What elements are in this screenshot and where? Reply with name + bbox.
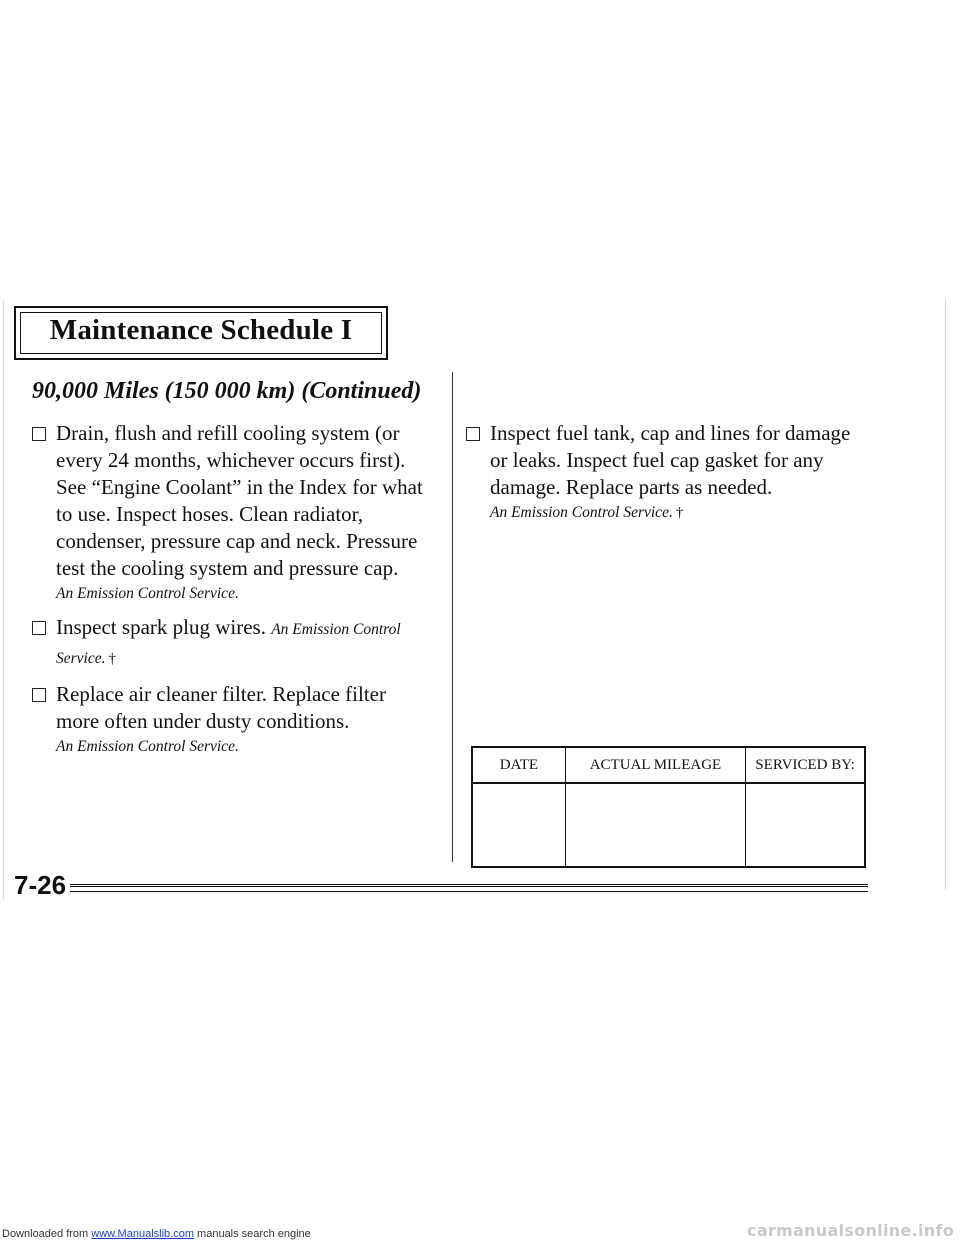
service-record-table (471, 746, 866, 868)
checklist-item-cooling-system (32, 420, 432, 604)
item-text: Replace air cleaner filter. Replace filter more often under dusty conditions. (56, 682, 386, 733)
item-text: Inspect fuel tank, cap and lines for damage or leaks. Inspect fuel cap gasket for any damage. Replace parts as needed. (490, 421, 851, 499)
column-divider (452, 372, 453, 862)
dagger-mark: † (108, 651, 116, 667)
serviced-by-cell[interactable] (746, 783, 865, 867)
banner-prefix: Downloaded from (2, 1228, 89, 1240)
checkbox-icon[interactable] (32, 621, 46, 635)
banner-suffix: manuals search engine (197, 1228, 311, 1240)
footer-rule (70, 884, 868, 887)
emission-note (490, 503, 866, 523)
watermark: carmanualsonline.info (746, 1221, 954, 1240)
page-edge-left (3, 300, 4, 900)
table-row (472, 783, 865, 867)
item-text: Drain, flush and refill cooling system (or every 24 months, whichever occurs first). See “Engine Coolant” in the Index for what to use. Inspect hoses. Clean radiator, condenser, pressure cap and neck. Pressure test the cooling system and pressure cap. (56, 421, 423, 580)
checklist-item-fuel-tank (466, 420, 866, 523)
column-header-serviced-by: SERVICED BY: (746, 747, 865, 783)
checklist-item-spark-plug-wires (32, 614, 432, 673)
page-number: 7-26 (14, 870, 67, 900)
right-column (466, 420, 866, 533)
mileage-subtitle: 90,000 Miles (150 000 km) (Continued) (32, 378, 422, 404)
manualslib-link[interactable]: www.Manualslib.com (91, 1228, 194, 1240)
emission-note: An Emission Control Service. (56, 738, 239, 755)
checkbox-icon[interactable] (466, 427, 480, 441)
column-header-date: DATE (472, 747, 565, 783)
checkbox-icon[interactable] (32, 427, 46, 441)
table-header-row (472, 747, 865, 783)
column-header-actual-mileage: ACTUAL MILEAGE (565, 747, 745, 783)
left-column (32, 420, 432, 767)
item-text: Inspect spark plug wires. (56, 615, 266, 639)
download-banner (2, 1228, 311, 1240)
page-edge-right (945, 300, 946, 890)
section-title-box (14, 306, 388, 360)
checklist-item-air-cleaner (32, 681, 432, 757)
emission-note: An Emission Control Service. (56, 621, 401, 667)
date-cell[interactable] (472, 783, 565, 867)
mileage-cell[interactable] (565, 783, 745, 867)
emission-note: An Emission Control Service. (56, 585, 239, 602)
checkbox-icon[interactable] (32, 688, 46, 702)
section-title: Maintenance Schedule I (49, 314, 353, 346)
emission-note-text: An Emission Control Service. (490, 504, 673, 521)
dagger-mark: † (675, 505, 684, 521)
